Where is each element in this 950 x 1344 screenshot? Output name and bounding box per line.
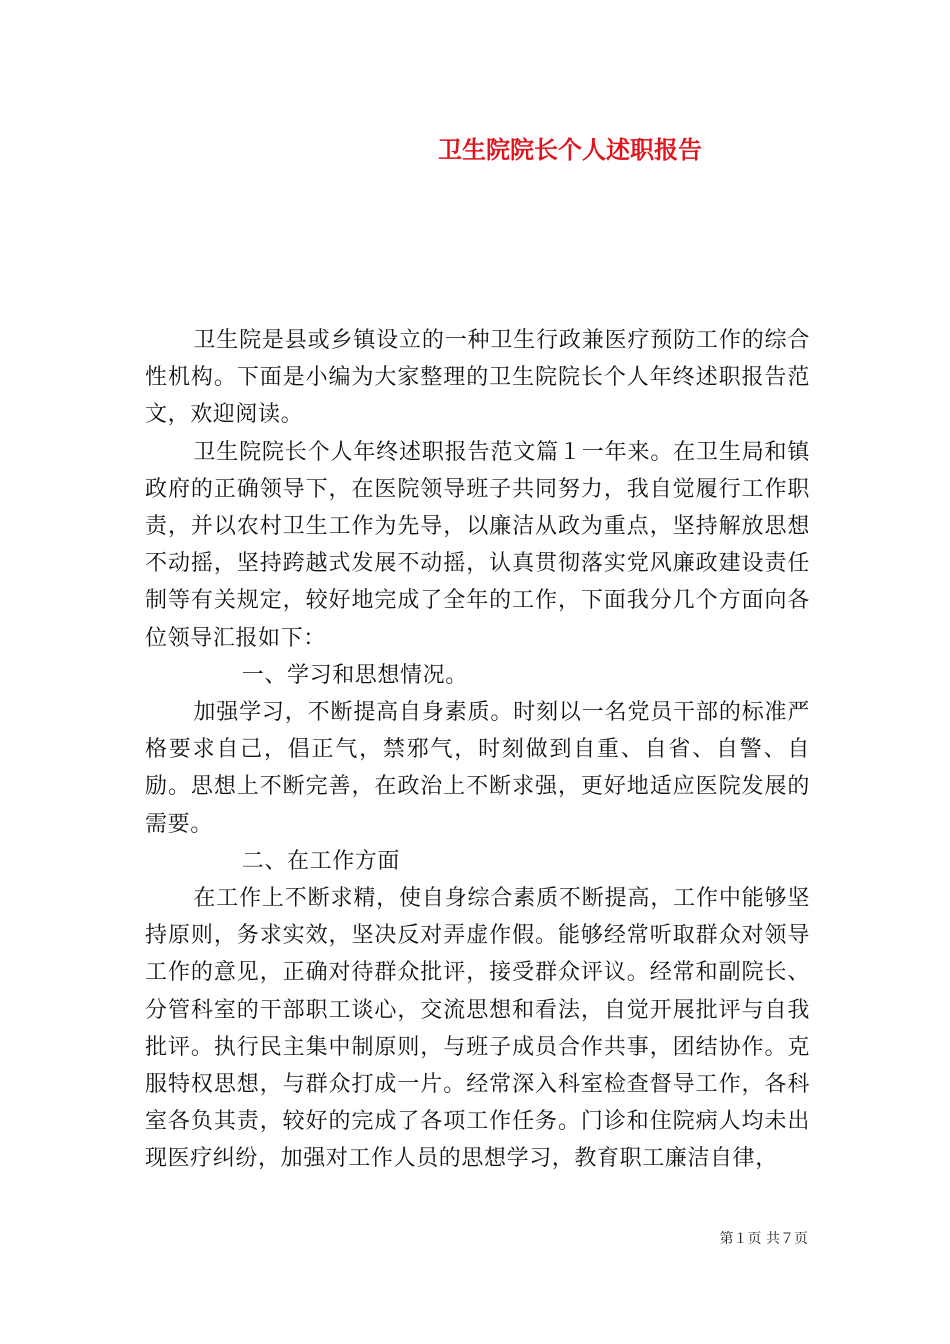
document-body bbox=[145, 322, 810, 1178]
section-heading-study: 一、学习和思想情况。 bbox=[241, 662, 468, 688]
document-title: 卫生院院长个人述职报告 bbox=[438, 135, 702, 164]
paragraph-summary: 卫生院院长个人年终述职报告范文篇１一年来。在卫生局和镇政府的正确领导下，在医院领导班子共同努力，我自觉履行工作职责，并以农村卫生工作为先导，以廉洁从政为重点，坚持解放思想不动摇，坚持跨越式发展不动摇，认真贯彻落实党风廉政建设责任制等有关规定，较好地完成了全年的工作，下面我分几个方面向各位领导汇报如下： bbox=[145, 439, 810, 651]
paragraph-intro: 卫生院是县或乡镇设立的一种卫生行政兼医疗预防工作的综合性机构。下面是小编为大家整理的卫生院院长个人年终述职报告范文，欢迎阅读。 bbox=[145, 328, 810, 428]
page-number: 第１页 共７页 bbox=[719, 1231, 808, 1247]
paragraph-work: 在工作上不断求精，使自身综合素质不断提高，工作中能够坚持原则，务求实效，坚决反对弄虚作假。能够经常听取群众对领导工作的意见，正确对待群众批评，接受群众评议。经常和副院长、分管科室的干部职工谈心，交流思想和看法，自觉开展批评与自我批评。执行民主集中制原则，与班子成员合作共事，团结协作。克服特权思想，与群众打成一片。经常深入科室检查督导工作，各科室各负其责，较好的完成了各项工作任务。门诊和住院病人均未出现医疗纠纷，加强对工作人员的思想学习，教育职工廉洁自律， bbox=[145, 886, 810, 1172]
paragraph-study: 加强学习，不断提高自身素质。时刻以一名党员干部的标准严格要求自己，倡正气，禁邪气，时刻做到自重、自省、自警、自励。思想上不断完善，在政治上不断求强，更好地适应医院发展的需要。 bbox=[145, 700, 810, 837]
section-heading-work: 二、在工作方面 bbox=[241, 848, 400, 874]
